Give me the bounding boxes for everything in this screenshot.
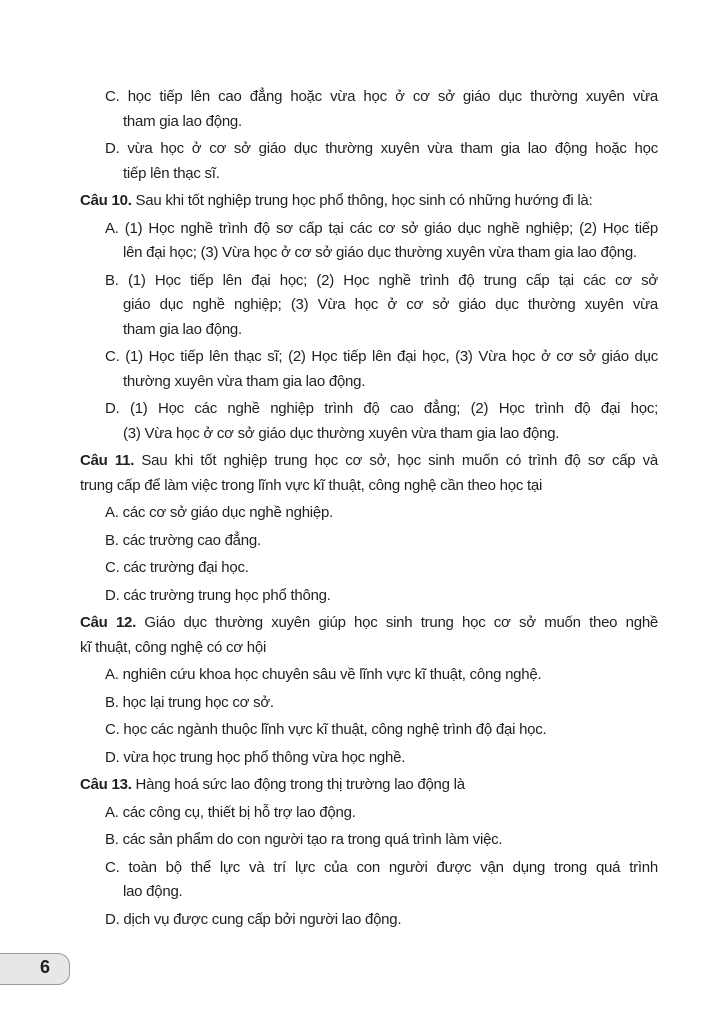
question-line: trung cấp để làm việc trong lĩnh vực kĩ thuật, công nghệ cần theo học tại — [80, 476, 543, 494]
question-stem — [80, 611, 658, 660]
option-line: B. các sản phẩm do con người tạo ra trong quá trình làm việc. — [105, 831, 503, 848]
option-line: A. (1) Học nghề trình độ sơ cấp tại các cơ sở giáo dục nghề nghiệp; (2) Học tiếp — [105, 219, 658, 237]
option-line: C. học tiếp lên cao đẳng hoặc vừa học ở cơ sở giáo dục thường xuyên vừa — [105, 88, 658, 105]
page-number-tab — [0, 953, 70, 985]
option-line: A. các công cụ, thiết bị hỗ trợ lao động. — [105, 803, 356, 821]
option-line: C. học các ngành thuộc lĩnh vực kĩ thuật, công nghệ trình độ đại học. — [105, 721, 547, 738]
question-line — [80, 773, 658, 798]
option-line: C. các trường đại học. — [105, 559, 249, 576]
option-line: B. các trường cao đẳng. — [105, 531, 261, 549]
option-line: giáo dục nghề nghiệp; (3) Vừa học ở cơ sở giáo dục thường xuyên vừa — [123, 296, 658, 313]
answer-option — [80, 217, 658, 266]
question-line — [80, 449, 658, 474]
question-stem — [80, 449, 658, 498]
option-line: D. vừa học ở cơ sở giáo dục thường xuyên vừa tham gia lao động hoặc học — [105, 140, 658, 157]
option-line: D. các trường trung học phổ thông. — [105, 586, 331, 604]
question-number: Câu 13. — [80, 776, 132, 793]
question-number: Câu 11. — [80, 452, 135, 469]
answer-option — [80, 663, 658, 688]
answer-option — [80, 501, 658, 526]
option-line: tiếp lên thạc sĩ. — [123, 164, 220, 182]
question-text: Giáo dục thường xuyên giúp học sinh trung học cơ sở muốn theo nghề — [136, 614, 659, 631]
answer-option — [80, 85, 658, 134]
question-line: kĩ thuật, công nghệ có cơ hội — [80, 638, 267, 656]
option-line: (3) Vừa học ở cơ sở giáo dục thường xuyên vừa tham gia lao động. — [123, 424, 560, 442]
option-line: C. (1) Học tiếp lên thạc sĩ; (2) Học tiếp lên đại học, (3) Vừa học ở cơ sở giáo dục — [105, 348, 658, 365]
answer-option — [80, 584, 658, 609]
question-text: Sau khi tốt nghiệp trung học cơ sở, học sinh muốn có trình độ sơ cấp và — [134, 452, 658, 469]
option-line: lên đại học; (3) Vừa học ở cơ sở giáo dục thường xuyên vừa tham gia lao động. — [123, 244, 637, 261]
option-line: C. toàn bộ thể lực và trí lực của con người được vận dụng trong quá trình — [105, 858, 658, 876]
option-line: B. học lại trung học cơ sở. — [105, 693, 274, 711]
question-number: Câu 12. — [80, 614, 137, 631]
question-text: Hàng hoá sức lao động trong thị trường lao động là — [131, 776, 465, 793]
option-line: D. dịch vụ được cung cấp bởi người lao động. — [105, 910, 402, 928]
question-number: Câu 10. — [80, 192, 132, 209]
answer-option — [80, 397, 658, 446]
option-line: B. (1) Học tiếp lên đại học; (2) Học nghề trình độ trung cấp tại các cơ sở — [105, 271, 658, 289]
option-line: D. vừa học trung học phổ thông vừa học nghề. — [105, 748, 406, 766]
answer-option — [80, 828, 658, 853]
answer-option — [80, 556, 658, 581]
option-line: tham gia lao động. — [123, 112, 242, 130]
option-line: tham gia lao động. — [123, 320, 242, 338]
answer-option — [80, 718, 658, 743]
page-content — [80, 85, 658, 935]
answer-option — [80, 801, 658, 826]
page-number: 6 — [40, 957, 51, 977]
question-stem — [80, 773, 658, 798]
question-stem — [80, 189, 658, 214]
option-line: D. (1) Học các nghề nghiệp trình độ cao đẳng; (2) Học trình độ đại học; — [105, 400, 658, 417]
answer-option — [80, 269, 658, 343]
answer-option — [80, 345, 658, 394]
answer-option — [80, 691, 658, 716]
answer-option — [80, 908, 658, 933]
question-line — [80, 611, 658, 636]
answer-option — [80, 746, 658, 771]
question-text: Sau khi tốt nghiệp trung học phổ thông, học sinh có những hướng đi là: — [131, 192, 593, 209]
question-line — [80, 189, 658, 214]
option-line: thường xuyên vừa tham gia lao động. — [123, 372, 366, 390]
answer-option — [80, 137, 658, 186]
answer-option — [80, 529, 658, 554]
option-line: A. các cơ sở giáo dục nghề nghiệp. — [105, 504, 333, 521]
answer-option — [80, 856, 658, 905]
option-line: lao động. — [123, 883, 183, 900]
option-line: A. nghiên cứu khoa học chuyên sâu về lĩnh vực kĩ thuật, công nghệ. — [105, 666, 542, 683]
